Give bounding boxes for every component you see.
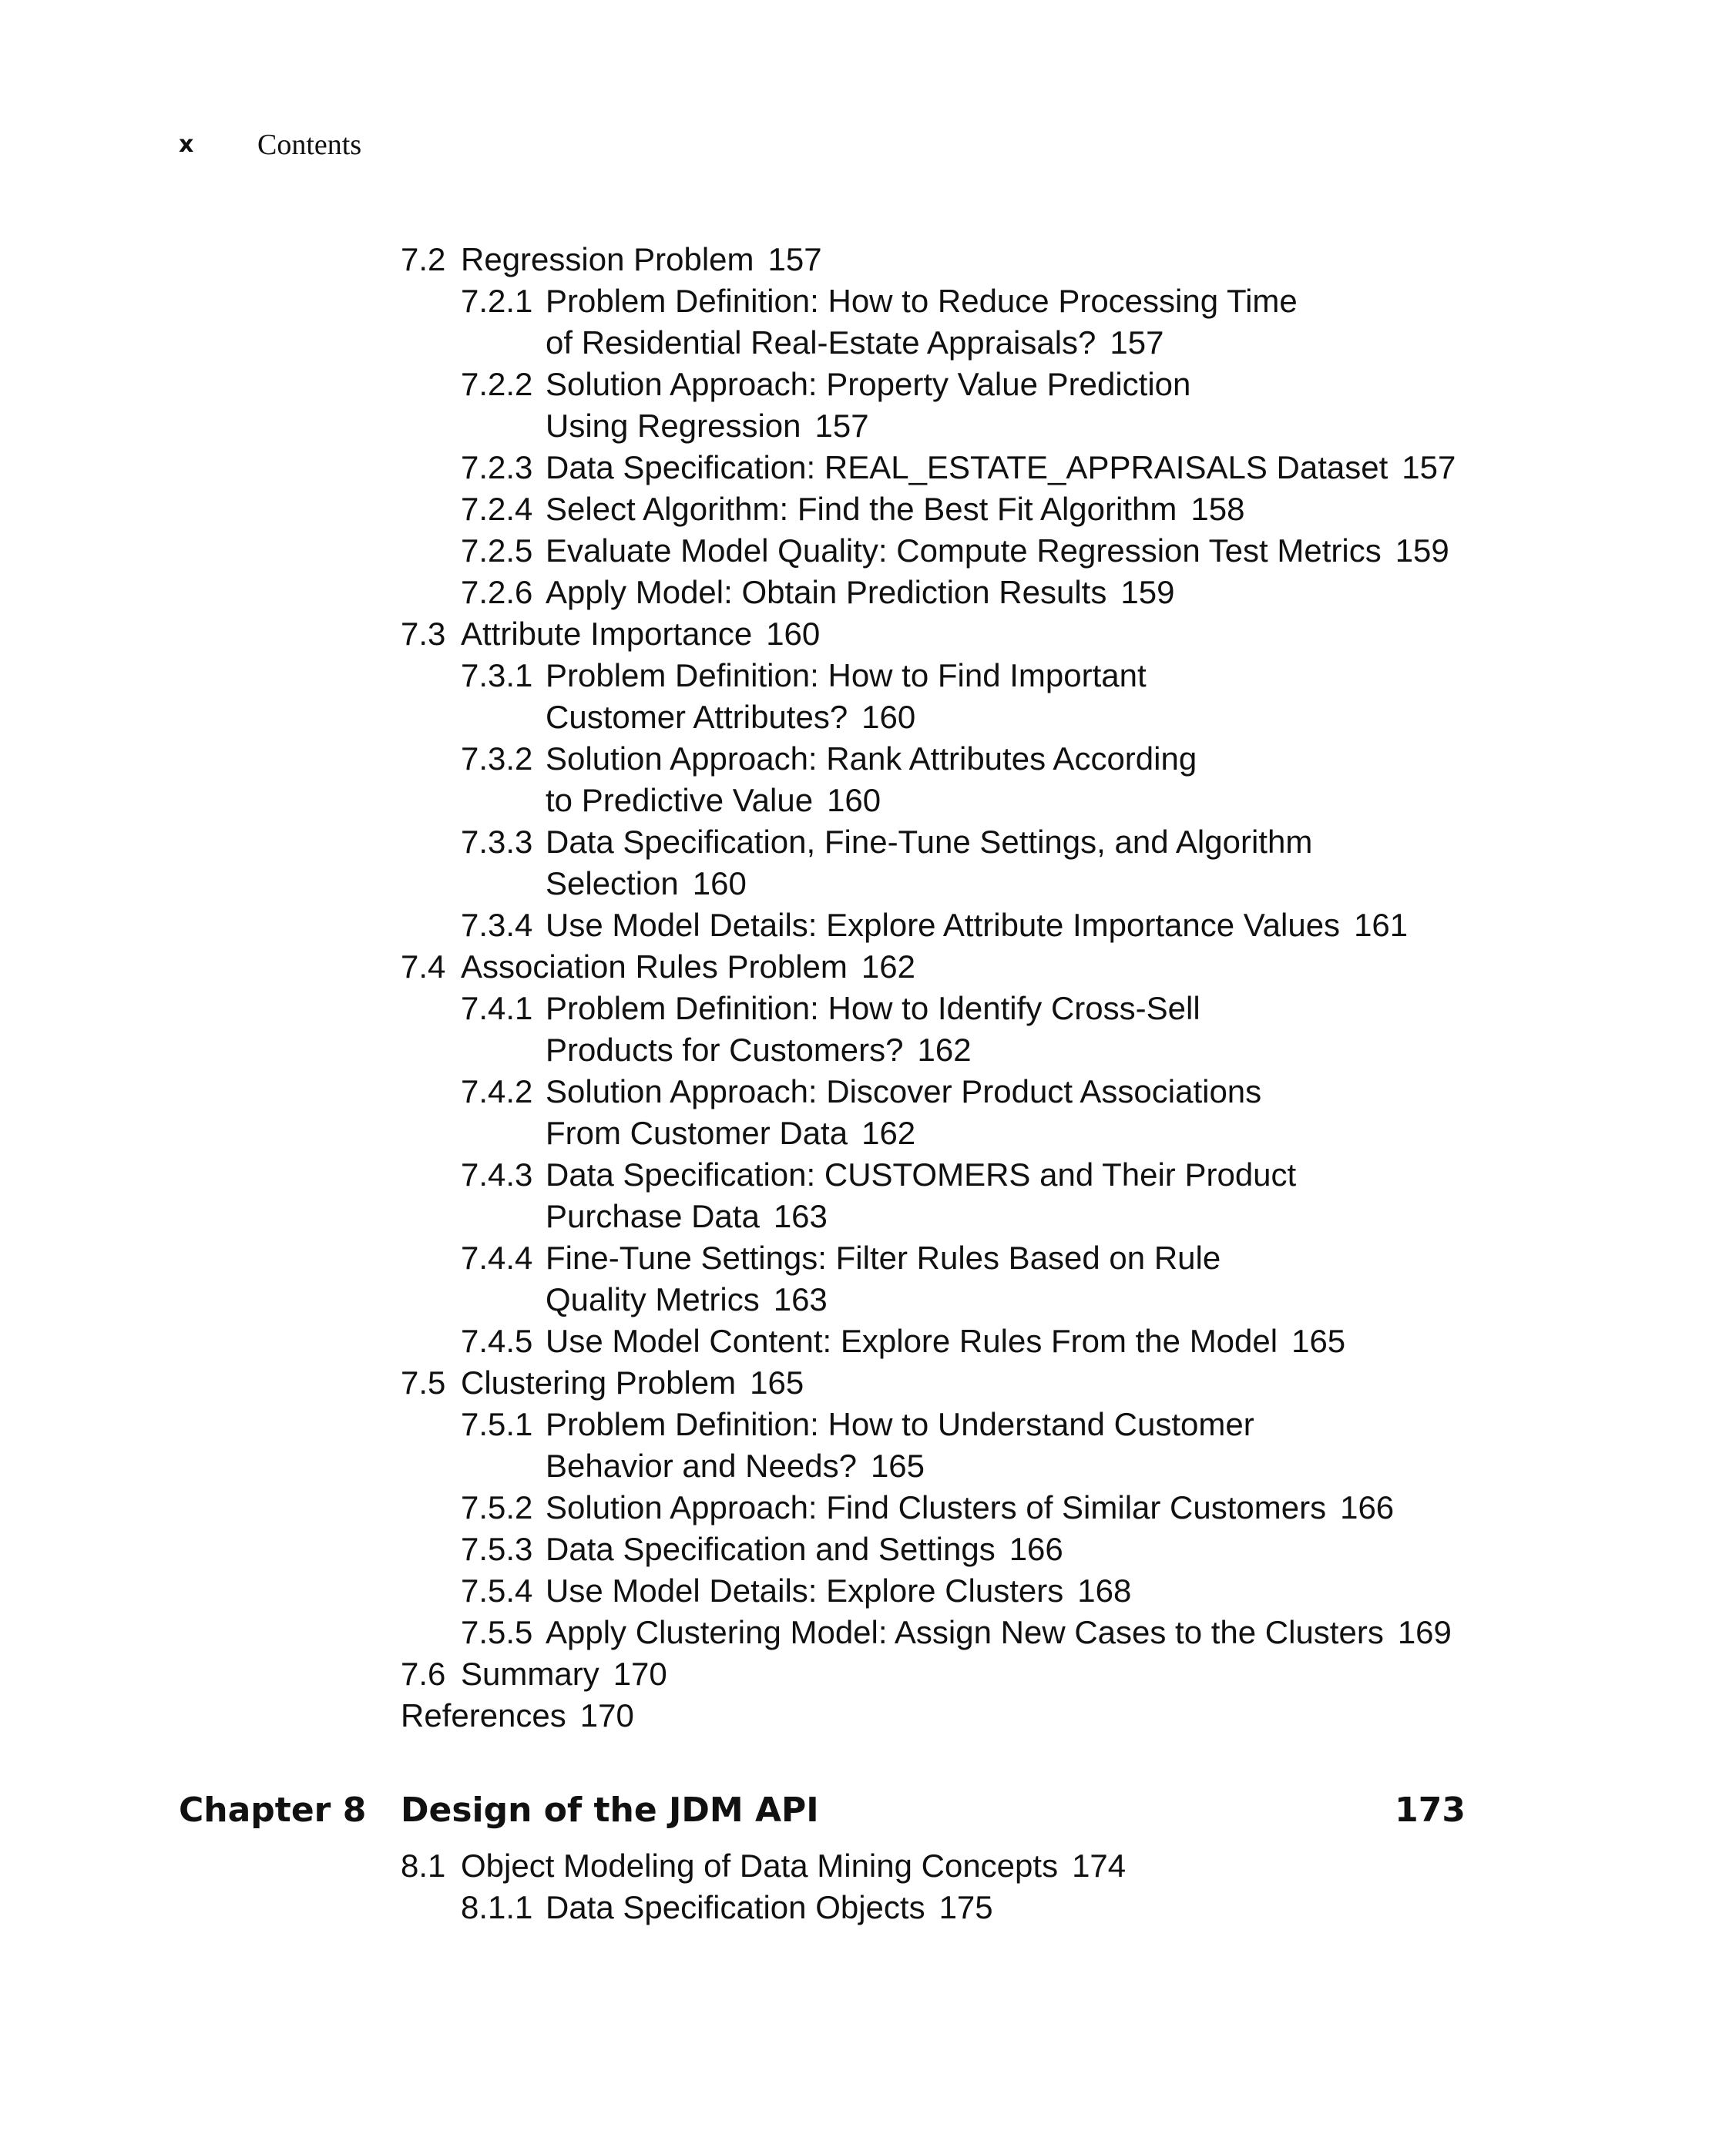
running-head: Contents	[257, 129, 362, 161]
toc-entry-title: of Residential Real-Estate Appraisals?	[546, 324, 1096, 361]
toc-entry-page: 157	[814, 408, 869, 444]
toc-entry	[401, 364, 1495, 405]
toc-entry	[401, 1071, 1495, 1113]
toc-entry	[401, 447, 1495, 488]
toc-entry-title: Apply Clustering Model: Assign New Cases to the Clusters	[546, 1614, 1384, 1650]
toc-entry-page: 168	[1077, 1572, 1132, 1609]
toc-entry-page: 170	[613, 1656, 667, 1692]
toc-entry-number: 7.5	[401, 1364, 446, 1401]
chapter-title: Design of the JDM API	[401, 1791, 819, 1830]
toc-entry-title: Apply Model: Obtain Prediction Results	[546, 574, 1107, 610]
toc-entry-number: 7.2.5	[461, 532, 533, 569]
toc-entry-number: 7.5.5	[461, 1614, 533, 1650]
toc-entry	[401, 1237, 1495, 1279]
toc-entry-title: Use Model Details: Explore Attribute Importance Values	[546, 907, 1341, 943]
toc-entry-number: 7.3.3	[461, 824, 533, 860]
toc-entry-number: 7.2	[401, 241, 446, 277]
toc-entry	[401, 1887, 1495, 1928]
toc-entry-page: 166	[1340, 1489, 1395, 1525]
toc-entry	[401, 530, 1495, 572]
toc-entry-title: Data Specification Objects	[546, 1889, 925, 1925]
toc-entry-number: 7.5.4	[461, 1572, 533, 1609]
toc-entry	[401, 613, 1495, 655]
toc-entry-page: 162	[861, 1115, 916, 1151]
toc-entry	[401, 1487, 1495, 1529]
toc-entry-title: Using Regression	[546, 408, 801, 444]
toc-entry-page: 163	[773, 1281, 828, 1317]
toc-entry-title: Problem Definition: How to Find Important	[546, 657, 1147, 693]
toc-entry-number: 7.4.2	[461, 1073, 533, 1109]
toc-entry-page: 159	[1120, 574, 1175, 610]
chapter-heading	[179, 1784, 1466, 1838]
toc-entry-title: Summary	[461, 1656, 599, 1692]
toc-entry	[401, 239, 1495, 280]
toc-entry-number: 7.5.3	[461, 1531, 533, 1567]
toc-entry-title: Fine-Tune Settings: Filter Rules Based on Rule	[546, 1240, 1221, 1276]
toc-entry	[401, 1321, 1495, 1362]
toc-entry-number: 7.3.4	[461, 907, 533, 943]
toc-entry-page: 160	[766, 616, 821, 652]
toc-entry-page: 160	[827, 782, 881, 818]
toc-entry-title: Data Specification: REAL_ESTATE_APPRAISALS Dataset	[546, 449, 1388, 485]
toc-entry-page: 165	[750, 1364, 804, 1401]
toc-entry-page: 157	[767, 241, 822, 277]
toc-entry-continuation	[401, 1029, 1495, 1071]
toc-entry-continuation	[401, 1196, 1495, 1237]
toc-entry-number: 7.2.4	[461, 491, 533, 527]
toc-entry-number: 7.4.3	[461, 1156, 533, 1193]
toc-entry-number: 7.5.2	[461, 1489, 533, 1525]
toc-entry-title: Use Model Details: Explore Clusters	[546, 1572, 1064, 1609]
toc-entry-title: Customer Attributes?	[546, 699, 848, 735]
toc-entry-title: Evaluate Model Quality: Compute Regression Test Metrics	[546, 532, 1382, 569]
page-number: x	[179, 131, 194, 158]
toc-list	[401, 239, 1495, 1737]
toc-entry-continuation	[401, 322, 1495, 364]
toc-entry	[401, 738, 1495, 780]
toc-entry-page: 175	[939, 1889, 993, 1925]
toc-entry-page: 163	[773, 1198, 828, 1234]
chapter-label: Chapter 8	[179, 1791, 367, 1830]
toc-entry	[401, 280, 1495, 322]
toc-entry-title: Quality Metrics	[546, 1281, 760, 1317]
toc-entry	[401, 1529, 1495, 1570]
toc-entry	[401, 821, 1495, 863]
toc-entry-title: From Customer Data	[546, 1115, 848, 1151]
toc-entry-title: Behavior and Needs?	[546, 1448, 857, 1484]
toc-entry-number: 7.5.1	[461, 1406, 533, 1442]
toc-entry-title: Use Model Content: Explore Rules From the Model	[546, 1323, 1278, 1359]
toc-entry	[401, 1845, 1495, 1887]
toc-entry-title: Problem Definition: How to Understand Customer	[546, 1406, 1254, 1442]
toc-entry-page: 158	[1190, 491, 1245, 527]
toc-entry-number: 7.4.1	[461, 990, 533, 1026]
toc-entry-page: 165	[1291, 1323, 1346, 1359]
toc-entry-title: Solution Approach: Rank Attributes According	[546, 740, 1197, 777]
toc-entry	[401, 1362, 1495, 1404]
toc-entry-title: References	[401, 1697, 566, 1734]
toc-entry	[401, 655, 1495, 696]
toc-entry-page: 161	[1354, 907, 1409, 943]
toc-entry-number: 7.4.4	[461, 1240, 533, 1276]
toc-entry	[401, 1695, 1495, 1737]
toc-entry-title: Association Rules Problem	[461, 948, 848, 985]
toc-entry-number: 8.1.1	[461, 1889, 533, 1925]
toc-entry-title: to Predictive Value	[546, 782, 814, 818]
toc-entry-continuation	[401, 1113, 1495, 1154]
toc-entry-number: 7.4	[401, 948, 446, 985]
toc-entry-title: Purchase Data	[546, 1198, 760, 1234]
toc-entry-title: Products for Customers?	[546, 1032, 904, 1068]
toc-entry-page: 169	[1397, 1614, 1452, 1650]
chapter-page-number: 173	[1395, 1791, 1466, 1830]
toc-entry-number: 7.3.1	[461, 657, 533, 693]
toc-entry-title: Object Modeling of Data Mining Concepts	[461, 1848, 1059, 1884]
toc-entry-continuation	[401, 696, 1495, 738]
chapter-toc-list	[401, 1845, 1495, 1928]
toc-entry-continuation	[401, 405, 1495, 447]
toc-entry	[401, 1570, 1495, 1612]
toc-entry-title: Data Specification, Fine-Tune Settings, and Algorithm	[546, 824, 1313, 860]
toc-entry-title: Problem Definition: How to Reduce Processing Time	[546, 283, 1298, 319]
toc-entry-title: Clustering Problem	[461, 1364, 737, 1401]
toc-entry-page: 162	[917, 1032, 972, 1068]
toc-entry-title: Solution Approach: Find Clusters of Similar Customers	[546, 1489, 1327, 1525]
toc-entry-page: 160	[692, 865, 747, 901]
toc-entry-continuation	[401, 863, 1495, 905]
toc-entry	[401, 905, 1495, 946]
toc-entry	[401, 988, 1495, 1029]
toc-entry-title: Data Specification: CUSTOMERS and Their Product	[546, 1156, 1297, 1193]
toc-entry-number: 7.3.2	[461, 740, 533, 777]
toc-entry-continuation	[401, 1445, 1495, 1487]
toc-entry-number: 7.3	[401, 616, 446, 652]
toc-entry-page: 162	[861, 948, 915, 985]
toc-entry-page: 160	[861, 699, 916, 735]
toc-entry-continuation	[401, 1279, 1495, 1321]
toc-entry-title: Data Specification and Settings	[546, 1531, 996, 1567]
toc-entry	[401, 488, 1495, 530]
toc-entry-title: Attribute Importance	[461, 616, 753, 652]
toc-entry-page: 165	[870, 1448, 925, 1484]
toc-entry	[401, 1653, 1495, 1695]
toc-entry-page: 157	[1110, 324, 1164, 361]
toc-entry-title: Regression Problem	[461, 241, 754, 277]
toc-entry-title: Selection	[546, 865, 679, 901]
toc-entry-number: 7.2.1	[461, 283, 533, 319]
toc-entry	[401, 1612, 1495, 1653]
toc-entry	[401, 572, 1495, 613]
toc-entry-page: 159	[1395, 532, 1449, 569]
toc-entry-number: 7.2.2	[461, 366, 533, 402]
toc-entry-continuation	[401, 780, 1495, 821]
toc-entry-number: 7.2.3	[461, 449, 533, 485]
toc-entry-title: Select Algorithm: Find the Best Fit Algorithm	[546, 491, 1177, 527]
toc-entry-number: 8.1	[401, 1848, 446, 1884]
toc-entry	[401, 946, 1495, 988]
toc-entry-number: 7.2.6	[461, 574, 533, 610]
toc-entry-page: 170	[579, 1697, 634, 1734]
toc-entry-number: 7.4.5	[461, 1323, 533, 1359]
toc-entry-number: 7.6	[401, 1656, 446, 1692]
toc-entry-title: Problem Definition: How to Identify Cross-Sell	[546, 990, 1200, 1026]
toc-entry-title: Solution Approach: Discover Product Associations	[546, 1073, 1262, 1109]
toc-entry-page: 157	[1402, 449, 1456, 485]
toc-entry-page: 166	[1009, 1531, 1063, 1567]
toc-entry	[401, 1404, 1495, 1445]
toc-entry-page: 174	[1072, 1848, 1127, 1884]
toc-entry-title: Solution Approach: Property Value Prediction	[546, 366, 1191, 402]
toc-entry	[401, 1154, 1495, 1196]
